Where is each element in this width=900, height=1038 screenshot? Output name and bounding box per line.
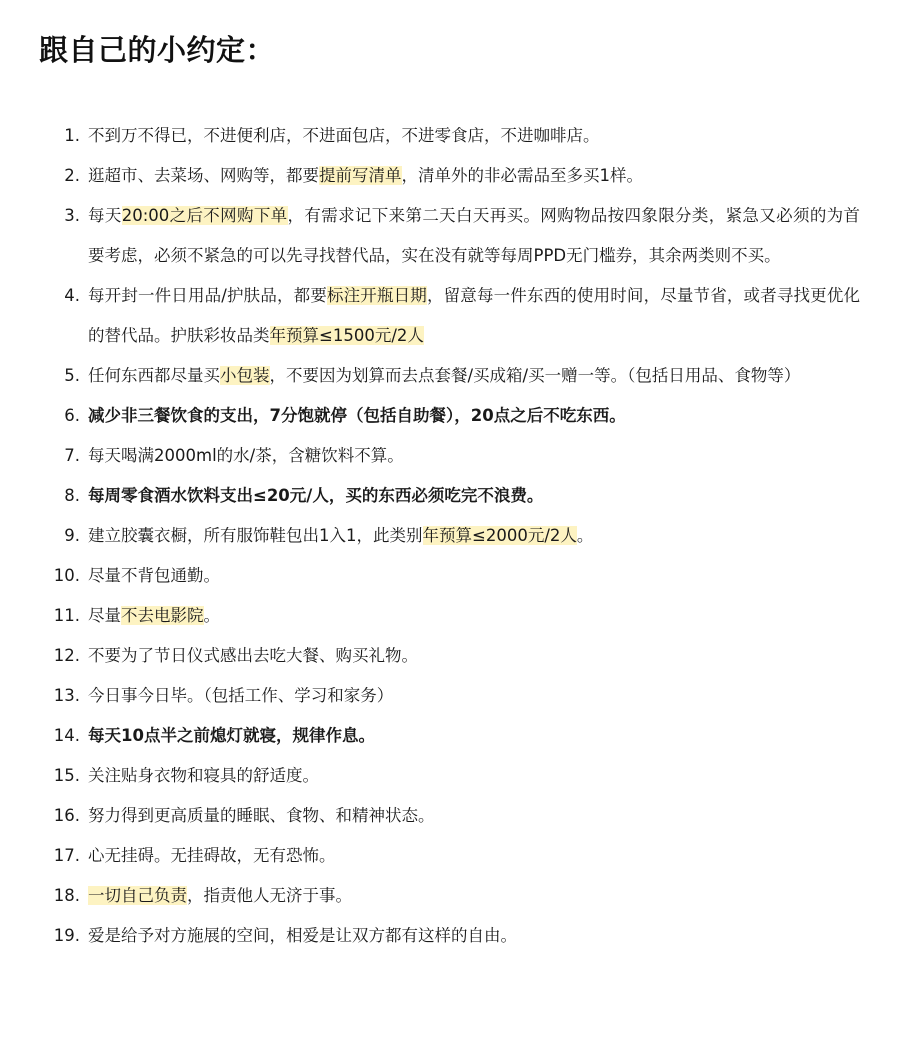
text-segment: 尽量 [88,606,121,625]
list-item [39,396,860,436]
text-segment: 尽量不背包通勤。 [88,566,220,585]
bold-text: 每天10点半之前熄灯就寝，规律作息。 [88,726,375,745]
list-item-number: 11. [53,606,80,625]
list-item [39,836,860,876]
list-item-text [80,276,860,356]
rules-list [39,116,860,956]
list-item [39,556,860,596]
list-item-text [80,676,860,716]
text-segment: 今日事今日毕。（包括工作、学习和家务） [88,686,394,705]
highlighted-text: 提前写清单 [319,166,402,185]
list-item [39,196,860,276]
text-segment: ，指责他人无济于事。 [187,886,352,905]
list-item-number: 5. [64,366,80,385]
list-item-number: 10. [53,566,80,585]
list-item-number: 2. [64,166,80,185]
text-segment: 逛超市、去菜场、网购等，都要 [88,166,319,185]
text-segment: 。 [203,606,220,625]
list-item [39,636,860,676]
list-item-text [80,876,860,916]
list-item-text [80,836,860,876]
list-item [39,756,860,796]
text-segment: 关注贴身衣物和寝具的舒适度。 [88,766,319,785]
list-item-text [80,716,860,756]
list-item-text [80,356,860,396]
list-item [39,116,860,156]
highlighted-text: 小包装 [220,366,270,385]
list-item [39,436,860,476]
list-item [39,876,860,916]
text-segment: ，有需求记下来第二天白天再买。网购物品按四象限分类，紧急又必须的为首要考虑，必须不紧急的可以先寻找替代品，实在没有就等每周PPD无门槛券，其余两类则不买。 [88,206,861,265]
text-segment: 建立胶囊衣橱，所有服饰鞋包出1入1，此类别 [88,526,423,545]
page-title: 跟自己的小约定： [39,33,276,67]
list-item [39,596,860,636]
text-segment: 不到万不得已，不进便利店，不进面包店，不进零食店，不进咖啡店。 [88,126,600,145]
list-item-text [80,916,860,956]
list-item-text [80,636,860,676]
text-segment: ，清单外的非必需品至多买1样。 [401,166,643,185]
list-item-number: 17. [53,846,80,865]
list-item-number: 12. [53,646,80,665]
list-item-number: 16. [53,806,80,825]
list-item-number: 18. [53,886,80,905]
bold-text: 减少非三餐饮食的支出，7分饱就停（包括自助餐），20点之后不吃东西。 [88,406,626,425]
list-item-number: 8. [64,486,80,505]
bold-text: 每周零食酒水饮料支出≤20元/人，买的东西必须吃完不浪费。 [88,486,544,505]
text-segment: 努力得到更高质量的睡眠、食物、和精神状态。 [88,806,435,825]
text-segment: 每天喝满2000ml的水/茶，含糖饮料不算。 [88,446,404,465]
list-item [39,476,860,516]
list-item-number: 1. [64,126,80,145]
highlighted-text: 不去电影院 [121,606,204,625]
highlighted-text: 20:00之后不网购下单 [121,206,288,225]
text-segment: 每开封一件日用品/护肤品，都要 [88,286,327,305]
list-item-text [80,596,860,636]
list-item [39,516,860,556]
list-item-text [80,756,860,796]
list-item-text [80,396,860,436]
list-item-number: 19. [53,926,80,945]
list-item-number: 7. [64,446,80,465]
list-item-number: 6. [64,406,80,425]
list-item-text [80,116,860,156]
text-segment: 心无挂碍。无挂碍故，无有恐怖。 [88,846,336,865]
highlighted-text: 标注开瓶日期 [326,286,427,305]
list-item [39,716,860,756]
text-segment: ，留意每一件东西的使用时间，尽量节省，或者寻找更优化的替代品。护肤彩妆品类 [88,286,861,345]
list-item-text [80,196,860,276]
list-item-text [80,516,860,556]
list-item [39,916,860,956]
text-segment: 任何东西都尽量买 [88,366,220,385]
highlighted-text: 年预算≤2000元/2人 [422,526,577,545]
text-segment: 不要为了节日仪式感出去吃大餐、购买礼物。 [88,646,418,665]
list-item-number: 9. [64,526,80,545]
list-item-number: 15. [53,766,80,785]
list-item [39,356,860,396]
text-segment: ，不要因为划算而去点套餐/买成箱/买一赠一等。（包括日用品、食物等） [269,366,801,385]
text-segment: 。 [576,526,594,545]
list-item-number: 4. [64,286,80,305]
list-item-text [80,156,860,196]
list-item [39,276,860,356]
list-item-number: 14. [53,726,80,745]
list-item-text [80,436,860,476]
text-segment: 每天 [88,206,122,225]
list-item-text [80,796,860,836]
list-item [39,156,860,196]
list-item [39,676,860,716]
list-item-text [80,476,860,516]
highlighted-text: 一切自己负责 [88,886,187,905]
list-item-number: 3. [64,206,80,225]
highlighted-text: 年预算≤1500元/2人 [269,326,424,345]
list-item-text [80,556,860,596]
text-segment: 爱是给予对方施展的空间，相爱是让双方都有这样的自由。 [88,926,517,945]
list-item-number: 13. [53,686,80,705]
list-item [39,796,860,836]
